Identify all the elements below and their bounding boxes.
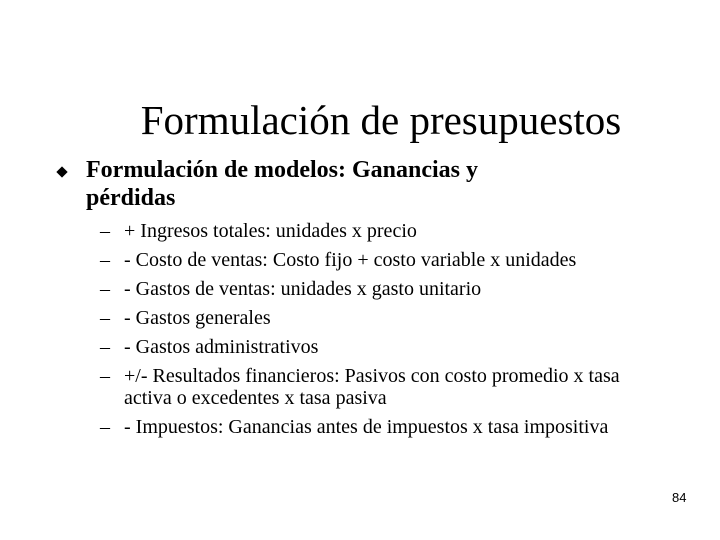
sub-bullet-item [100, 416, 660, 438]
sub-bullet-item [100, 365, 660, 409]
sub-bullet-item [100, 336, 660, 358]
sub-bullet-text: - Gastos generales [124, 307, 271, 329]
dash-bullet-icon: – [100, 307, 110, 329]
sub-bullet-text: +/- Resultados financieros: Pasivos con costo promedio x tasa activa o excedentes x tasa pasiva [124, 365, 620, 409]
sub-bullet-item [100, 307, 660, 329]
sub-bullet-item [100, 220, 660, 242]
sub-bullet-item [100, 249, 660, 271]
main-bullet-row [56, 156, 676, 212]
sub-bullet-text: - Costo de ventas: Costo fijo + costo variable x unidades [124, 249, 577, 271]
dash-bullet-icon: – [100, 416, 110, 438]
sub-bullet-text: - Impuestos: Ganancias antes de impuestos x tasa impositiva [124, 416, 609, 438]
dash-bullet-icon: – [100, 365, 110, 387]
page-number: 84 [672, 490, 687, 505]
dash-bullet-icon: – [100, 336, 110, 358]
sub-bullet-text: + Ingresos totales: unidades x precio [124, 220, 417, 242]
sub-bullet-text: - Gastos de ventas: unidades x gasto unitario [124, 278, 482, 300]
slide-title: Formulación de presupuestos [140, 97, 622, 143]
dash-bullet-icon: – [100, 220, 110, 242]
main-bullet [56, 156, 676, 212]
dash-bullet-icon: – [100, 278, 110, 300]
main-bullet-text: Formulación de modelos: Ganancias y pérdidas [86, 157, 479, 211]
diamond-bullet-icon [56, 166, 67, 177]
sub-bullet-list [100, 220, 660, 445]
sub-bullet-text: - Gastos administrativos [124, 336, 319, 358]
dash-bullet-icon: – [100, 249, 110, 271]
sub-bullet-item [100, 278, 660, 300]
